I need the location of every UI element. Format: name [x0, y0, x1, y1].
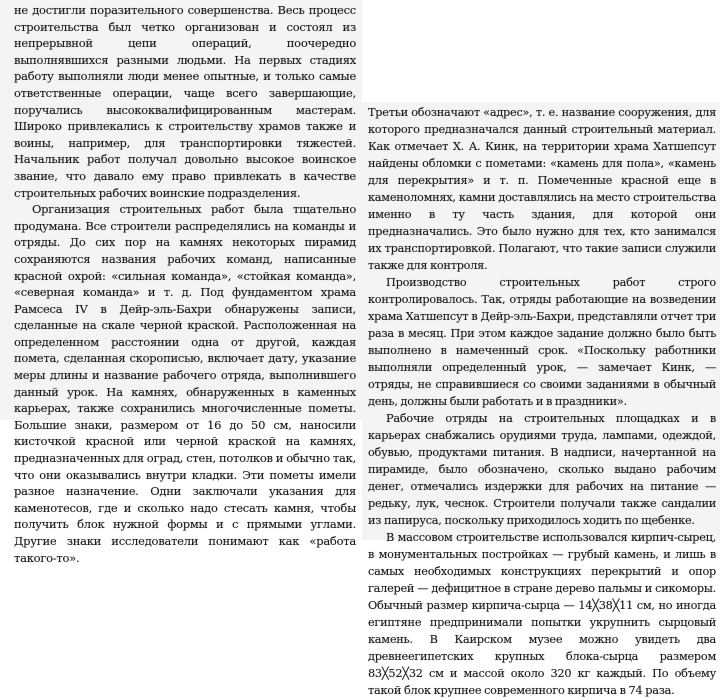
right-paragraph-3: Рабочие отряды на строительных площадках и в карьерах снабжались орудиями труда, лампами, одеждой, обувью, продуктами питания. В надписи, начертанной на пирамиде, было обозначено, сколько выдано рабочим денег, отмечались издержки для рабочих на питание — редьку, лук, чеснок. Строители получали также сандалии из папируса, поскольку приходилось ходить по щебенке. — [368, 412, 716, 527]
left-paragraph-2: Организация строительных работ была тщательно продумана. Все строители распределялись на команды и отряды. До сих пор на камнях некоторых пирамид сохраняются названия рабочих команд, написанные красной охрой: «сильная команда», «стойкая команда», «северная команда» и т. д. Под фундаментом храма Рамсеса IV в Дейр-эль-Бахри обнаружены записи, сделанные на скале черной краской. Расположенная на определенном расстоянии одна от другой, каждая помета, сделанная скорописью, включает дату, указание меры длины и название рабочего отряда, выполнившего данный урок. На камнях, обнаруженных в каменных карьерах, также сохранились многочисленные пометы. Большие знаки, размером от 16 до 50 см, наносили кисточкой красной или черной краской на камнях, предназначенных для оград, стен, потолков и обычно так, что они оказывались внутри кладки. Эти пометы имели разное назначение. Одни заключали указания для каменотесов, где и сколько надо стесать камня, чтобы получить блок нужной формы и с прямыми углами. Другие знаки исследователи понимают как «работа такого-то». — [14, 202, 356, 565]
right-page-scan — [362, 102, 720, 697]
right-paragraph-2: Производство строительных работ строго контролировалось. Так, отряды работающие на возведении храма Хатшепсут в Дейр-эль-Бахри, представляли отчет три раза в месяц. При этом каждое задание должно было быть выполнено в намеченный срок. «Поскольку работники выполняли определенный урок, — замечает Кинк, — отряды, не справившиеся со своими заданиями в обычный день, должны были работать и в праздники». — [368, 276, 716, 408]
right-paragraph-1: Третьи обозначают «адрес», т. е. название сооружения, для которого предназначался данный строительный материал. Как отмечает Х. А. Кинк, на территории храма Хатшепсут найдены обломки с пометами: «камень для пола», «камень для перекрытия» и т. п. Помеченные красной еще в каменоломнях, камни доставлялись на место строительства именно в ту часть здания, для которой они предназначались. Это было нужно для тех, кто занимался их транспортировкой. Полагают, что такие записи служили также для контроля. — [368, 106, 716, 272]
left-paragraph-1: не достигли поразительного совершенства. Весь процесс строительства был четко организован и состоял из непрерывной цепи операций, поочередно выполнявшихся разными людьми. На первых стадиях работу выполняли люди менее опытные, и только самые ответственные операции, чаще всего завершающие, поручались высококвалифицированным мастерам. Широко привлекались к строительству храмов также и воины, например, для транспортировки тяжестей. Начальник работ получал довольно высокое воинское звание, что давало ему право привлекать в качестве строительных рабочих воинские подразделения. — [14, 3, 356, 200]
left-page-scan — [0, 0, 362, 565]
right-paragraph-4: В массовом строительстве использовался кирпич-сырец, в монументальных постройках — грубый камень, и лишь в самых необходимых конструкциях перекрытий и опор галерей — дефицитное в стране дерево пальмы и сикоморы. Обычный размер кирпича-сырца — 14╳38╳11 см, но иногда египтяне предпринимали попытки укрупнить сырцовый камень. В Каирском музее можно увидеть два древнеегипетских крупных блока-сырца размером 83╳52╳32 см и массой около 320 кг каждый. По объему такой блок крупнее современного кирпича в 74 раза. — [368, 531, 716, 697]
